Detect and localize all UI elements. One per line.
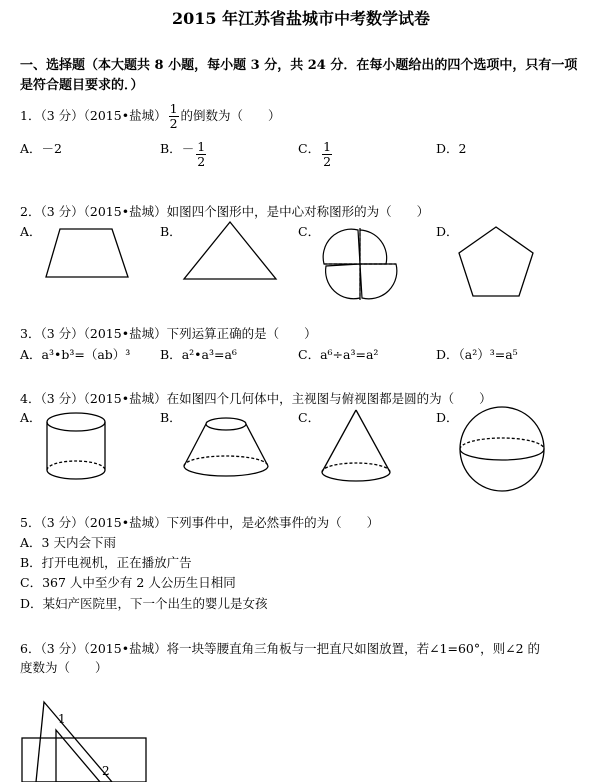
question-3-stem: 3．（3 分）（2015•盐城）下列运算正确的是（ ） <box>20 326 317 341</box>
section-heading: 一、选择题（本大题共 8 小题，每小题 3 分，共 24 分．在每小题给出的四个选项中，只有一项是符合题目要求的．） <box>20 58 578 93</box>
ruler-triangle-figure <box>22 702 146 782</box>
q5-option-b[interactable]: B．打开电视机，正在播放广告 <box>20 555 192 570</box>
cylinder-icon <box>47 413 105 479</box>
q2-option-b[interactable]: B． <box>160 224 182 239</box>
question-6-stem-line1: 6．（3 分）（2015•盐城）将一块等腰直角三角板与一把直尺如图放置，若∠1=60°，则∠2 的 <box>20 641 541 656</box>
frustum-icon <box>184 418 268 476</box>
q1-b-sign: － <box>181 141 195 157</box>
q3-option-a[interactable] <box>20 346 130 364</box>
sphere-icon <box>460 407 544 491</box>
q3-option-d[interactable] <box>436 346 518 364</box>
q3-c-expr: a⁶÷a³=a² <box>320 347 379 362</box>
cone-icon <box>322 410 390 481</box>
question-2-stem: 2．（3 分）（2015•盐城）如图四个图形中，是中心对称图形的为（ ） <box>20 204 430 219</box>
question-6-stem-line2: 度数为（ ） <box>20 660 108 675</box>
q1-frac-den: 2 <box>169 116 178 131</box>
q2-option-d[interactable]: D． <box>436 224 459 239</box>
triangle-icon <box>184 222 276 279</box>
q5-option-d[interactable]: D．某妇产医院里，下一个出生的婴儿是女孩 <box>20 596 268 611</box>
q1-stem-prefix: 1．（3 分）（2015•盐城） <box>20 108 167 123</box>
q1-option-a[interactable]: A．－2 <box>20 141 62 156</box>
q3-d-label: D． <box>436 347 459 362</box>
q1-frac-num: 1 <box>169 101 178 116</box>
q3-a-label: A． <box>20 347 42 362</box>
q1-b-num: 1 <box>197 139 206 154</box>
q5-option-a[interactable]: A．3 天内会下雨 <box>20 535 116 550</box>
q3-b-label: B． <box>160 347 182 362</box>
question-5-stem: 5．（3 分）（2015•盐城）下列事件中，是必然事件的为（ ） <box>20 515 380 530</box>
angle-1-label: 1 <box>58 712 66 726</box>
trapezoid-icon <box>46 229 128 277</box>
q1-b-den: 2 <box>197 154 206 169</box>
q3-d-expr: （a²）³=a⁵ <box>458 347 518 362</box>
q3-b-expr: a²•a³=a⁶ <box>181 347 237 362</box>
q5-option-c[interactable]: C．367 人中至少有 2 人公历生日相同 <box>20 575 236 590</box>
q3-a-expr: a³•b³=（ab）³ <box>41 347 131 362</box>
q1-option-d[interactable]: D．2 <box>436 141 467 156</box>
page-title: 2015 年江苏省盐城市中考数学试卷 <box>171 9 431 28</box>
q1-stem-suffix: 的倒数为（ ） <box>180 108 281 123</box>
question-4-stem: 4．（3 分）（2015•盐城）在如图四个几何体中，主视图与俯视图都是圆的为（ ） <box>20 391 492 406</box>
q1-c-den: 2 <box>323 154 332 169</box>
q4-option-c[interactable]: C． <box>298 410 321 425</box>
angle-2-label: 2 <box>102 764 110 778</box>
q1-c-label: C． <box>298 141 321 156</box>
pinwheel-icon <box>323 228 397 300</box>
pentagon-icon <box>459 227 533 296</box>
q4-option-d[interactable]: D． <box>436 410 459 425</box>
q1-c-num: 1 <box>323 139 332 154</box>
q4-option-b[interactable]: B． <box>160 410 182 425</box>
q3-option-b[interactable] <box>160 346 237 364</box>
q2-option-a[interactable]: A． <box>20 224 42 239</box>
q3-option-c[interactable] <box>298 346 378 364</box>
q2-option-c[interactable]: C． <box>298 224 321 239</box>
q1-b-label: B． <box>160 141 182 156</box>
q3-c-label: C． <box>298 347 321 362</box>
q4-option-a[interactable]: A． <box>20 410 42 425</box>
